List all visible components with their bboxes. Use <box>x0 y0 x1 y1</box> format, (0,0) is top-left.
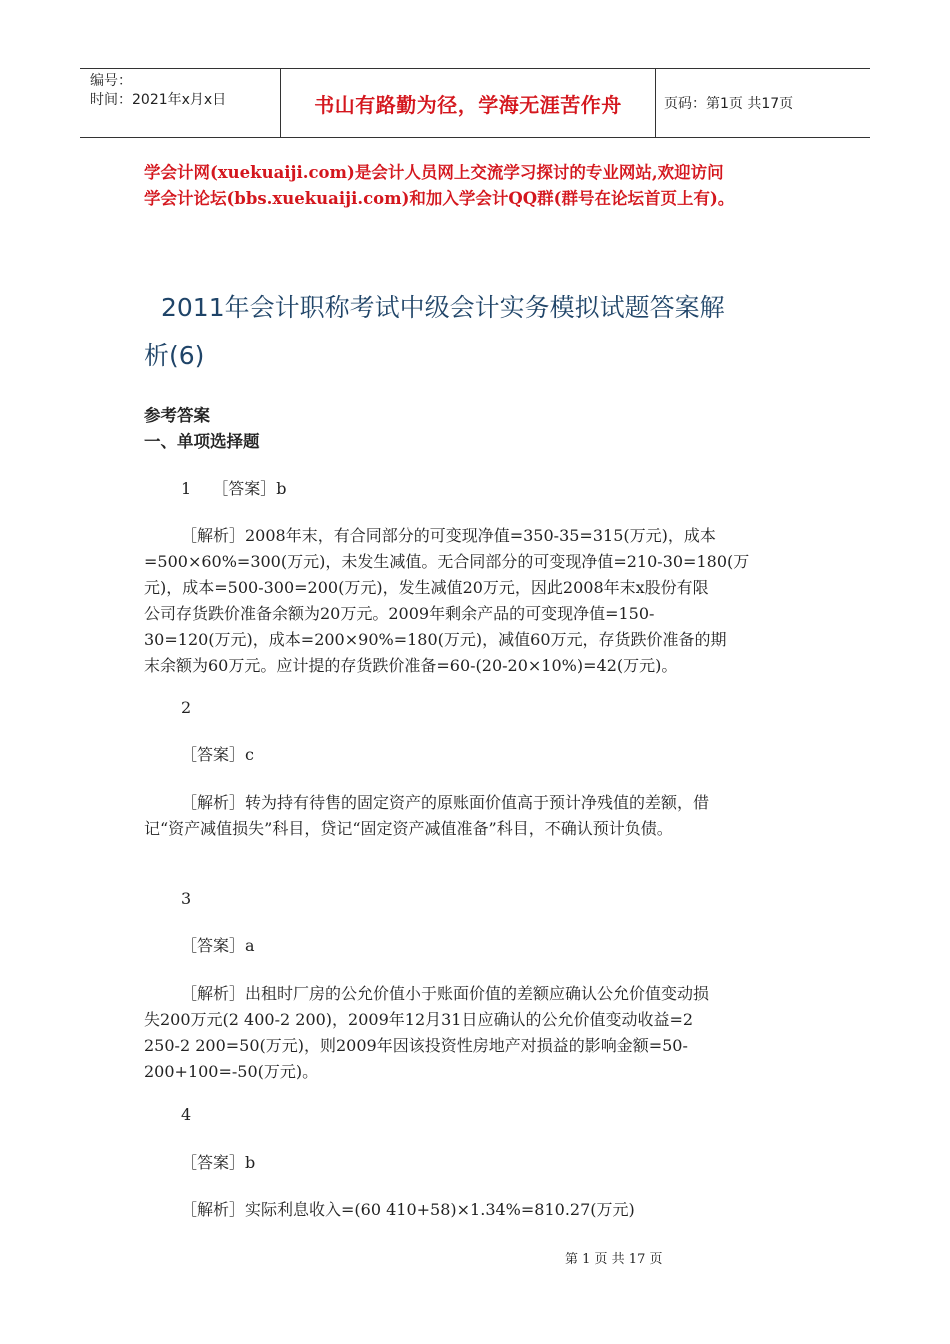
header-right-cell <box>654 69 870 137</box>
header-left-cell <box>80 69 280 137</box>
header-middle-cell <box>280 69 656 137</box>
promo-line-2[interactable]: 学会计论坛(bbs.xuekuaiji.com)和加入学会计QQ群(群号在论坛首页上有)。 <box>144 189 735 208</box>
q2-answer-text: ［答案］c <box>181 745 254 764</box>
q1-analysis-line: 公司存货跌价准备余额为20万元。2009年剩余产品的可变现净值=150- <box>144 604 655 623</box>
q1-analysis-line: 末余额为60万元。应计提的存货跌价准备=60-(20-20×10%)=42(万元)。 <box>144 656 678 675</box>
q3-analysis-line: ［解析］出租时厂房的公允价值小于账面价值的差额应确认公允价值变动损 <box>181 984 710 1003</box>
section-reference-answer: 参考答案 <box>144 406 210 425</box>
promo-line-1[interactable]: 学会计网(xuekuaiji.com)是会计人员网上交流学习探讨的专业网站,欢迎访问 <box>144 163 724 182</box>
q4-analysis <box>144 1197 809 1223</box>
q3-analysis-line: 250-2 200=50(万元)，则2009年因该投资性房地产对损益的影响金额=50- <box>144 1036 688 1055</box>
page-footer: 第 1 页 共 17 页 <box>565 1252 663 1267</box>
q3-number <box>144 886 809 912</box>
q1-analysis-line: ［解析］2008年末，有合同部分的可变现净值=350-35=315(万元)，成本 <box>181 526 716 545</box>
q2-number <box>144 695 809 721</box>
page-header <box>80 68 870 138</box>
q2-answer <box>144 742 809 768</box>
section-single-choice: 一、单项选择题 <box>144 432 260 451</box>
q3-number-text: 3 <box>181 889 192 908</box>
q3-answer-text: ［答案］a <box>181 936 255 955</box>
q3-analysis <box>144 981 809 1085</box>
q4-number-text: 4 <box>181 1105 192 1124</box>
date-label: 时间：2021年x月x日 <box>90 92 227 108</box>
number-label: 编号： <box>90 73 132 89</box>
q1-analysis-line: 元)，成本=500-300=200(万元)，发生减值20万元，因此2008年末x股份有限 <box>144 578 709 597</box>
title-line-1: 2011年会计职称考试中级会计实务模拟试题答案解 <box>161 293 725 322</box>
q1-answer <box>144 476 809 502</box>
q4-number <box>144 1102 809 1128</box>
q2-analysis-line: ［解析］转为持有待售的固定资产的原账面价值高于预计净残值的差额，借 <box>181 793 710 812</box>
q3-answer <box>144 933 809 959</box>
q1-analysis-line: 30=120(万元)，成本=200×90%=180(万元)，减值60万元，存货跌价准备的期 <box>144 630 727 649</box>
title-line-2: 析(6) <box>144 341 205 370</box>
q2-number-text: 2 <box>181 698 192 717</box>
q1-answer-text: 1 ［答案］b <box>181 479 287 498</box>
q2-analysis-line: 记“资产减值损失”科目，贷记“固定资产减值准备”科目，不确认预计负债。 <box>144 819 673 838</box>
q4-answer <box>144 1150 809 1176</box>
q2-analysis <box>144 790 809 842</box>
page-info: 页码：第1页 共17页 <box>664 96 794 112</box>
q1-analysis <box>144 523 809 679</box>
q3-analysis-line: 200+100=-50(万元)。 <box>144 1062 319 1081</box>
document-title <box>144 284 816 380</box>
motto-text: 书山有路勤为径，学海无涯苦作舟 <box>314 92 622 117</box>
promo-block <box>144 160 864 212</box>
q3-analysis-line: 失200万元(2 400-2 200)，2009年12月31日应确认的公允价值变动收益=2 <box>144 1010 694 1029</box>
q4-answer-text: ［答案］b <box>181 1153 256 1172</box>
q1-analysis-line: =500×60%=300(万元)，未发生减值。无合同部分的可变现净值=210-30=180(万 <box>144 552 750 571</box>
q4-analysis-line: ［解析］实际利息收入=(60 410+58)×1.34%=810.27(万元) <box>181 1200 635 1219</box>
